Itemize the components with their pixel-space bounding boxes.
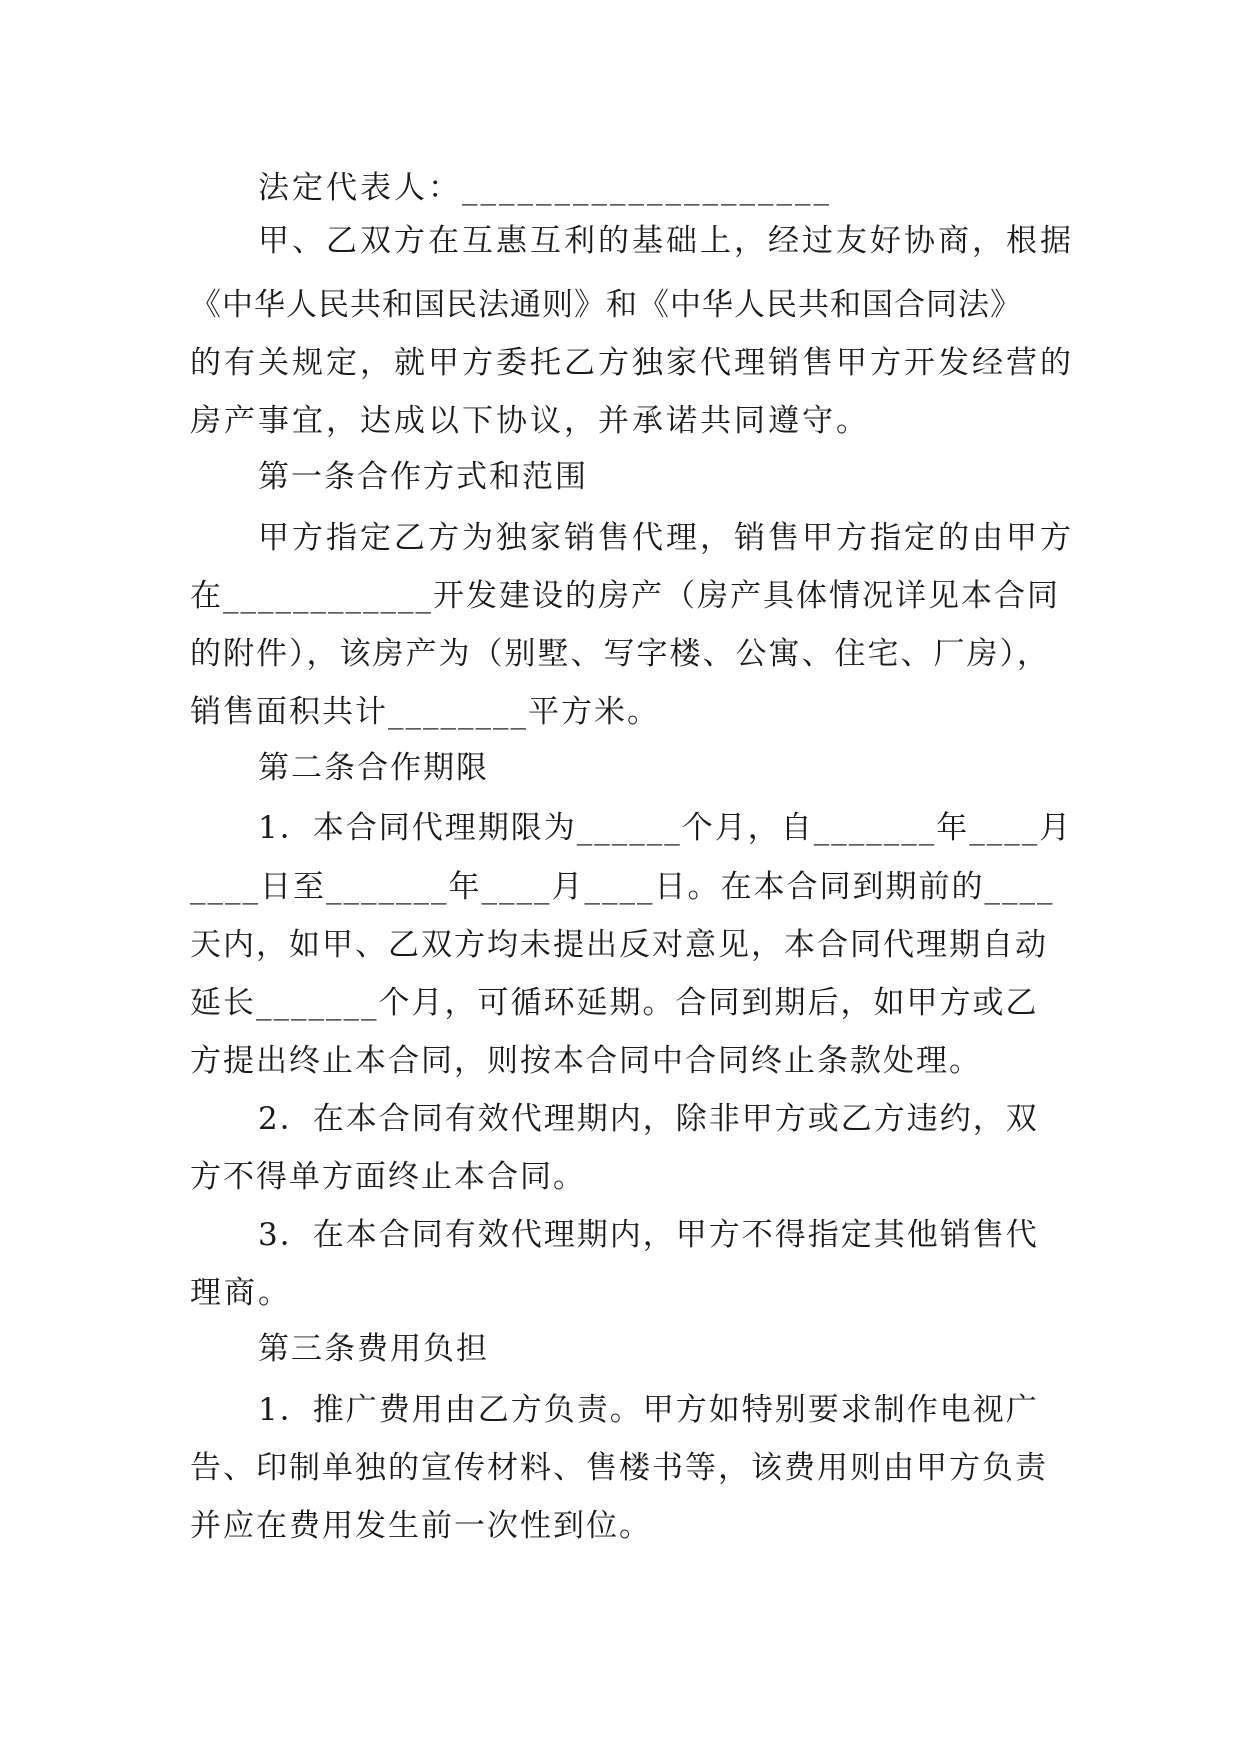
article-1-text: 在____________开发建设的房产（房产具体情况详见本合同: [190, 578, 1060, 614]
article-1-text: 甲方指定乙方为独家销售代理，销售甲方指定的由甲方: [258, 520, 1074, 556]
article-2-clause-1: ____日至_______年____月____日。在本合同到期前的____: [190, 869, 1055, 905]
article-1-heading: 第一条合作方式和范围: [258, 459, 588, 495]
article-2-clause-2: 2．在本合同有效代理期内，除非甲方或乙方违约，双: [258, 1101, 1039, 1137]
article-1-text: 的附件），该房产为（别墅、写字楼、公寓、住宅、厂房），: [190, 636, 1050, 672]
article-3-heading: 第三条费用负担: [258, 1331, 489, 1367]
article-3-clause-1: 并应在费用发生前一次性到位。: [190, 1508, 652, 1544]
article-2-clause-1: 天内，如甲、乙双方均未提出反对意见，本合同代理期自动: [190, 927, 1048, 963]
article-3-clause-1: 告、印制单独的宣传材料、售楼书等，该费用则由甲方负责: [190, 1450, 1048, 1486]
article-1-text: 销售面积共计________平方米。: [190, 694, 660, 730]
article-3-clause-1: 1．推广费用由乙方负责。甲方如特别要求制作电视广: [258, 1392, 1039, 1428]
preamble-line: 甲、乙双方在互惠互利的基础上，经过友好协商，根据: [258, 223, 1074, 259]
article-2-clause-1: 方提出终止本合同，则按本合同中合同终止条款处理。: [190, 1043, 982, 1079]
preamble-line: 房产事宜，达成以下协议，并承诺共同遵守。: [190, 403, 870, 439]
article-2-clause-1: 延长_______个月，可循环延期。合同到期后，如甲方或乙: [190, 985, 1039, 1021]
article-2-clause-1: 1．本合同代理期限为______个月，自_______年____月: [258, 810, 1073, 846]
article-2-clause-2: 方不得单方面终止本合同。: [190, 1159, 586, 1195]
article-2-clause-3: 3．在本合同有效代理期内，甲方不得指定其他销售代: [258, 1217, 1039, 1253]
preamble-line: 《中华人民共和国民法通则》和《中华人民共和国合同法》: [190, 287, 1022, 323]
article-2-heading: 第二条合作期限: [258, 750, 489, 786]
legal-representative-line: 法定代表人：____________________: [258, 170, 832, 206]
article-2-clause-3: 理商。: [190, 1275, 292, 1311]
preamble-line: 的有关规定，就甲方委托乙方独家代理销售甲方开发经营的: [190, 345, 1074, 381]
